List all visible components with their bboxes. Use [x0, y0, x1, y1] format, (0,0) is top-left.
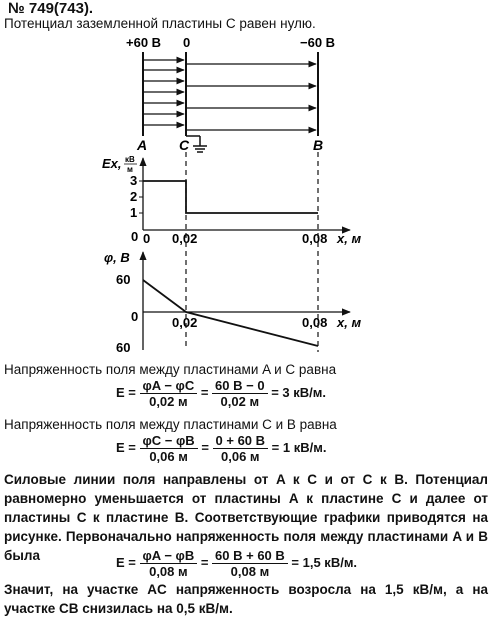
equation-ab: E = $\frac{\varphi A - \varphi B}{0,08 м}$ = $\frac{60 В + 60 В}{0,08 м}$ = 1,5 кВ/м. [116, 548, 358, 579]
phi-xtick: 0,08 [302, 315, 328, 330]
e-ytick: 3 [130, 173, 138, 188]
e-ytick: 2 [130, 189, 138, 204]
equation-ac: E = $\frac{\varphi A - \varphi C}{0,02 м}$ = $\frac{60 В - 0}{0,02 м}$ = 3 кВ/м. [116, 378, 326, 409]
ground-icon [186, 136, 207, 152]
label-zero: 0 [183, 35, 191, 50]
phi-ytick: 60 [116, 340, 131, 355]
paragraph-explanation: Силовые линии поля направлены от A к C и от C к B. Потенциал равномерно уменьшается от пластины A к пластине C и далее от пластины C к пластине B. Соответствующие графики приводятся на рисунке. Первоначально напряженность поля между пластинами A и B была [4, 472, 488, 563]
phi-ytick: 60 [116, 272, 131, 287]
intro-text: Потенциал заземленной пластины C равен нулю. [4, 16, 316, 31]
e-y-unit-den: м [127, 165, 133, 174]
e-xtick: 0 [143, 231, 151, 246]
equation-cb: E = $\frac{\varphi C - \varphi B}{0,06 м}$ = $\frac{0 + 60 В}{0,06 м}$ = 1 кВ/м. [116, 433, 327, 464]
e-xtick: 0,08 [302, 231, 328, 246]
field-lines-ac [143, 60, 184, 125]
phi-xtick: 0,02 [172, 315, 198, 330]
line-cb-intro: Напряженность поля между пластинами C и B равна [4, 417, 337, 432]
phi-graph [104, 250, 361, 355]
e-graph [102, 155, 361, 246]
phi-x-label: x, м [337, 315, 362, 330]
field-lines-cb [186, 64, 316, 130]
line-ac-intro: Напряженность поля между пластинами A и C равна [4, 362, 337, 377]
phi-series-line [143, 280, 318, 346]
plate-label-c: C [179, 137, 190, 153]
plate-label-b: B [313, 137, 324, 153]
e-y-label: Ex, [102, 156, 122, 171]
e-xtick: 0,02 [172, 231, 198, 246]
paragraph-conclusion: Значит, на участке AC напряженность возросла на 1,5 кВ/м, а на участке CB снизилась на 0,5 кВ/м. [4, 582, 488, 616]
e-ytick: 1 [130, 205, 138, 220]
phi-y-label: φ, В [104, 250, 130, 265]
problem-number: № 749(743). [8, 0, 94, 17]
e-ytick: 0 [131, 229, 139, 244]
phi-ytick: 0 [131, 309, 139, 324]
plate-label-a: A [137, 137, 148, 153]
label-minus-60: −60 В [300, 35, 336, 50]
e-y-unit-num: кВ [125, 155, 135, 164]
e-x-label: x, м [337, 231, 362, 246]
label-plus-60: +60 В [126, 35, 162, 50]
e-series-line [143, 181, 318, 213]
